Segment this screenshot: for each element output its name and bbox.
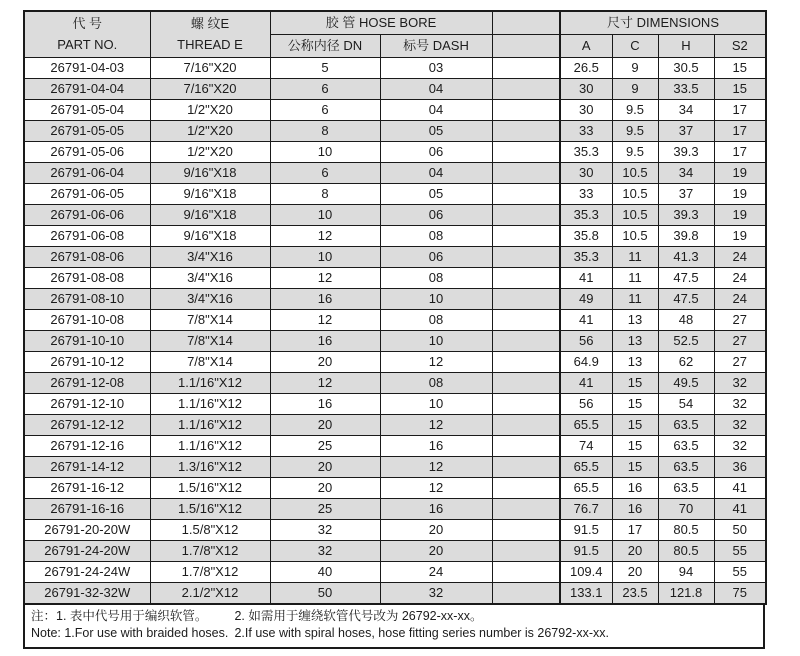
dash-cell: 32 <box>380 583 492 605</box>
spacer-header-top <box>492 11 560 35</box>
dim-c-cell: 9.5 <box>612 121 658 142</box>
spacer-cell <box>492 478 560 499</box>
table-row <box>24 163 766 184</box>
dim-s2-cell: 32 <box>714 394 766 415</box>
spacer-cell <box>492 436 560 457</box>
dim-a-cell: 91.5 <box>560 520 612 541</box>
spacer-cell <box>492 226 560 247</box>
dash-cell: 08 <box>380 226 492 247</box>
dn-cell: 32 <box>270 520 380 541</box>
spacer-cell <box>492 331 560 352</box>
table-row <box>24 58 766 79</box>
dn-cell: 8 <box>270 184 380 205</box>
thread-cell: 7/16"X20 <box>150 79 270 100</box>
dim-c-cell: 9.5 <box>612 100 658 121</box>
dim-a-cell: 56 <box>560 331 612 352</box>
spacer-cell <box>492 562 560 583</box>
dim-c-cell: 17 <box>612 520 658 541</box>
dn-cell: 25 <box>270 436 380 457</box>
dim-c-cell: 10.5 <box>612 184 658 205</box>
dim-s2-cell: 24 <box>714 247 766 268</box>
dim-s2-cell: 41 <box>714 499 766 520</box>
dim-s2-cell: 27 <box>714 331 766 352</box>
dim-h-cell: 49.5 <box>658 373 714 394</box>
dim-h-cell: 39.3 <box>658 142 714 163</box>
dim-c-cell: 10.5 <box>612 163 658 184</box>
spacer-cell <box>492 100 560 121</box>
dn-cell: 6 <box>270 79 380 100</box>
spacer-cell <box>492 58 560 79</box>
dash-cell: 20 <box>380 520 492 541</box>
dim-s2-cell: 19 <box>714 184 766 205</box>
dash-cell: 12 <box>380 415 492 436</box>
dim-h-cell: 37 <box>658 184 714 205</box>
thread-header-en: THREAD E <box>177 36 243 52</box>
dim-c-cell: 11 <box>612 289 658 310</box>
dash-cell: 03 <box>380 58 492 79</box>
spacer-cell <box>492 268 560 289</box>
table-row <box>24 79 766 100</box>
dim-c-cell: 20 <box>612 562 658 583</box>
dash-cell: 12 <box>380 457 492 478</box>
part-no-cell: 26791-10-08 <box>24 310 150 331</box>
table-row <box>24 184 766 205</box>
dn-cell: 10 <box>270 205 380 226</box>
dn-cell: 16 <box>270 289 380 310</box>
thread-header-zh: 螺 纹E <box>190 16 230 32</box>
table-header <box>24 11 766 58</box>
dim-s2-cell: 15 <box>714 58 766 79</box>
dn-cell: 12 <box>270 310 380 331</box>
dim-h-cell: 39.3 <box>658 205 714 226</box>
part-no-cell: 26791-05-04 <box>24 100 150 121</box>
table-row <box>24 247 766 268</box>
dim-h-cell: 39.8 <box>658 226 714 247</box>
dash-cell: 12 <box>380 352 492 373</box>
dim-s2-cell: 55 <box>714 541 766 562</box>
dim-s2-cell: 15 <box>714 79 766 100</box>
thread-cell: 1/2"X20 <box>150 100 270 121</box>
thread-cell: 7/8"X14 <box>150 310 270 331</box>
thread-cell: 1/2"X20 <box>150 121 270 142</box>
part-no-cell: 26791-04-03 <box>24 58 150 79</box>
dim-s2-cell: 32 <box>714 373 766 394</box>
dn-cell: 6 <box>270 163 380 184</box>
header-row-1 <box>24 11 766 35</box>
dash-header: 标号 DASH <box>380 35 492 58</box>
part-no-cell: 26791-10-12 <box>24 352 150 373</box>
table-row <box>24 226 766 247</box>
part-no-cell: 26791-05-06 <box>24 142 150 163</box>
dn-cell: 10 <box>270 247 380 268</box>
part-no-cell: 26791-12-10 <box>24 394 150 415</box>
dim-a-cell: 35.3 <box>560 247 612 268</box>
dash-cell: 08 <box>380 268 492 289</box>
dim-h-cell: 48 <box>658 310 714 331</box>
footnote-en-1: Note: 1.For use with braided hoses. <box>31 626 229 640</box>
dim-c-cell: 15 <box>612 436 658 457</box>
dash-cell: 16 <box>380 499 492 520</box>
thread-cell: 1.1/16"X12 <box>150 415 270 436</box>
dim-s2-cell: 27 <box>714 352 766 373</box>
table-row <box>24 268 766 289</box>
dim-h-cell: 63.5 <box>658 457 714 478</box>
dn-cell: 5 <box>270 58 380 79</box>
table-row <box>24 205 766 226</box>
dim-a-cell: 65.5 <box>560 478 612 499</box>
table-row <box>24 394 766 415</box>
table-row <box>24 520 766 541</box>
dim-s2-cell: 19 <box>714 226 766 247</box>
thread-cell: 1.5/8"X12 <box>150 520 270 541</box>
table-row <box>24 310 766 331</box>
dim-h-cell: 33.5 <box>658 79 714 100</box>
thread-cell: 3/4"X16 <box>150 268 270 289</box>
dim-a-cell: 41 <box>560 310 612 331</box>
table-row <box>24 373 766 394</box>
dim-c-cell: 13 <box>612 310 658 331</box>
table-row <box>24 457 766 478</box>
dn-cell: 16 <box>270 394 380 415</box>
spacer-cell <box>492 121 560 142</box>
dash-cell: 20 <box>380 541 492 562</box>
dim-h-cell: 63.5 <box>658 415 714 436</box>
dim-c-cell: 15 <box>612 457 658 478</box>
dim-h-cell: 62 <box>658 352 714 373</box>
footnote-en-2: 2.If use with spiral hoses, hose fitting series number is 26792-xx-xx. <box>234 626 609 640</box>
dim-s2-cell: 75 <box>714 583 766 605</box>
dim-h-header: H <box>658 35 714 58</box>
dim-h-cell: 47.5 <box>658 289 714 310</box>
dim-c-cell: 10.5 <box>612 226 658 247</box>
table-row <box>24 436 766 457</box>
dash-cell: 04 <box>380 163 492 184</box>
dim-c-cell: 11 <box>612 268 658 289</box>
dim-a-cell: 76.7 <box>560 499 612 520</box>
dim-a-cell: 41 <box>560 373 612 394</box>
thread-cell: 9/16"X18 <box>150 184 270 205</box>
spacer-cell <box>492 457 560 478</box>
dim-h-cell: 80.5 <box>658 541 714 562</box>
thread-cell: 7/16"X20 <box>150 58 270 79</box>
thread-cell: 1.7/8"X12 <box>150 541 270 562</box>
part-no-cell: 26791-10-10 <box>24 331 150 352</box>
dash-cell: 05 <box>380 184 492 205</box>
thread-header <box>150 11 270 58</box>
spacer-cell <box>492 163 560 184</box>
spacer-cell <box>492 289 560 310</box>
table-row <box>24 121 766 142</box>
dn-cell: 16 <box>270 331 380 352</box>
dash-cell: 06 <box>380 247 492 268</box>
part-no-cell: 26791-16-16 <box>24 499 150 520</box>
dash-cell: 08 <box>380 373 492 394</box>
part-no-cell: 26791-06-05 <box>24 184 150 205</box>
dim-s2-cell: 55 <box>714 562 766 583</box>
thread-cell: 3/4"X16 <box>150 247 270 268</box>
table-row <box>24 331 766 352</box>
dim-c-cell: 9.5 <box>612 142 658 163</box>
dim-s2-cell: 36 <box>714 457 766 478</box>
dn-cell: 25 <box>270 499 380 520</box>
dim-c-header: C <box>612 35 658 58</box>
thread-cell: 1.7/8"X12 <box>150 562 270 583</box>
thread-cell: 7/8"X14 <box>150 352 270 373</box>
dim-c-cell: 11 <box>612 247 658 268</box>
hose-bore-group-header: 胶 管 HOSE BORE <box>270 11 492 35</box>
part-no-cell: 26791-12-08 <box>24 373 150 394</box>
table-body <box>24 58 766 605</box>
thread-cell: 3/4"X16 <box>150 289 270 310</box>
dim-h-cell: 54 <box>658 394 714 415</box>
dim-c-cell: 23.5 <box>612 583 658 605</box>
dim-a-cell: 26.5 <box>560 58 612 79</box>
part-no-cell: 26791-32-32W <box>24 583 150 605</box>
dim-h-cell: 37 <box>658 121 714 142</box>
dash-cell: 10 <box>380 289 492 310</box>
dim-a-cell: 74 <box>560 436 612 457</box>
part-no-cell: 26791-20-20W <box>24 520 150 541</box>
dash-cell: 10 <box>380 394 492 415</box>
dim-a-cell: 64.9 <box>560 352 612 373</box>
spacer-header-bottom <box>492 35 560 58</box>
dim-a-cell: 35.3 <box>560 205 612 226</box>
dim-s2-cell: 24 <box>714 268 766 289</box>
dash-cell: 16 <box>380 436 492 457</box>
spacer-cell <box>492 520 560 541</box>
dim-c-cell: 9 <box>612 79 658 100</box>
dim-a-cell: 49 <box>560 289 612 310</box>
dim-a-cell: 35.8 <box>560 226 612 247</box>
dn-cell: 20 <box>270 478 380 499</box>
footnote-zh-1: 注：1. 表中代号用于编织软管。 <box>31 609 208 623</box>
spacer-cell <box>492 541 560 562</box>
dim-a-cell: 33 <box>560 121 612 142</box>
dim-h-cell: 34 <box>658 100 714 121</box>
dim-s2-cell: 41 <box>714 478 766 499</box>
dim-h-cell: 52.5 <box>658 331 714 352</box>
thread-cell: 1.5/16"X12 <box>150 478 270 499</box>
dash-cell: 06 <box>380 142 492 163</box>
footnotes <box>23 605 765 649</box>
dim-a-cell: 33 <box>560 184 612 205</box>
spacer-cell <box>492 394 560 415</box>
dim-s2-cell: 24 <box>714 289 766 310</box>
spacer-cell <box>492 583 560 605</box>
thread-cell: 1.1/16"X12 <box>150 436 270 457</box>
dim-c-cell: 15 <box>612 415 658 436</box>
dim-c-cell: 15 <box>612 373 658 394</box>
spacer-cell <box>492 184 560 205</box>
part-no-cell: 26791-06-08 <box>24 226 150 247</box>
dim-a-cell: 30 <box>560 79 612 100</box>
part-no-header <box>24 11 150 58</box>
dim-c-cell: 16 <box>612 499 658 520</box>
table-row <box>24 289 766 310</box>
table-row <box>24 541 766 562</box>
dash-cell: 05 <box>380 121 492 142</box>
part-no-cell: 26791-24-20W <box>24 541 150 562</box>
dim-s2-cell: 17 <box>714 121 766 142</box>
table-row <box>24 562 766 583</box>
thread-cell: 2.1/2"X12 <box>150 583 270 605</box>
dim-h-cell: 121.8 <box>658 583 714 605</box>
dim-a-cell: 91.5 <box>560 541 612 562</box>
part-no-cell: 26791-12-12 <box>24 415 150 436</box>
dim-s2-cell: 17 <box>714 142 766 163</box>
spacer-cell <box>492 79 560 100</box>
spec-table-wrap <box>23 10 765 649</box>
part-no-header-zh: 代 号 <box>72 16 103 32</box>
part-no-cell: 26791-05-05 <box>24 121 150 142</box>
footnote-zh <box>31 608 757 625</box>
dim-s2-cell: 19 <box>714 163 766 184</box>
dim-s2-header: S2 <box>714 35 766 58</box>
table-row <box>24 583 766 605</box>
part-no-cell: 26791-12-16 <box>24 436 150 457</box>
dim-a-cell: 133.1 <box>560 583 612 605</box>
dim-a-header: A <box>560 35 612 58</box>
thread-cell: 7/8"X14 <box>150 331 270 352</box>
dim-h-cell: 80.5 <box>658 520 714 541</box>
thread-cell: 1.1/16"X12 <box>150 373 270 394</box>
thread-cell: 1.5/16"X12 <box>150 499 270 520</box>
dim-h-cell: 70 <box>658 499 714 520</box>
dash-cell: 12 <box>380 478 492 499</box>
spacer-cell <box>492 310 560 331</box>
dim-h-cell: 63.5 <box>658 478 714 499</box>
dash-cell: 04 <box>380 79 492 100</box>
dimensions-group-header: 尺寸 DIMENSIONS <box>560 11 766 35</box>
dim-a-cell: 65.5 <box>560 415 612 436</box>
thread-cell: 1/2"X20 <box>150 142 270 163</box>
dn-cell: 40 <box>270 562 380 583</box>
dn-cell: 20 <box>270 457 380 478</box>
spacer-cell <box>492 499 560 520</box>
thread-cell: 1.3/16"X12 <box>150 457 270 478</box>
dim-s2-cell: 27 <box>714 310 766 331</box>
dash-cell: 24 <box>380 562 492 583</box>
dn-cell: 32 <box>270 541 380 562</box>
dim-c-cell: 10.5 <box>612 205 658 226</box>
dn-cell: 10 <box>270 142 380 163</box>
dim-a-cell: 35.3 <box>560 142 612 163</box>
thread-cell: 9/16"X18 <box>150 226 270 247</box>
dim-a-cell: 30 <box>560 100 612 121</box>
part-no-cell: 26791-08-08 <box>24 268 150 289</box>
dn-cell: 12 <box>270 268 380 289</box>
dn-cell: 8 <box>270 121 380 142</box>
dim-c-cell: 16 <box>612 478 658 499</box>
table-row <box>24 142 766 163</box>
dim-a-cell: 41 <box>560 268 612 289</box>
dim-c-cell: 13 <box>612 331 658 352</box>
dim-c-cell: 13 <box>612 352 658 373</box>
table-row <box>24 352 766 373</box>
footnote-zh-2: 2. 如需用于缠绕软管代号改为 26792-xx-xx。 <box>234 609 483 623</box>
dim-s2-cell: 50 <box>714 520 766 541</box>
part-no-cell: 26791-06-04 <box>24 163 150 184</box>
dim-h-cell: 30.5 <box>658 58 714 79</box>
dim-c-cell: 20 <box>612 541 658 562</box>
dim-s2-cell: 19 <box>714 205 766 226</box>
thread-cell: 9/16"X18 <box>150 163 270 184</box>
dash-cell: 06 <box>380 205 492 226</box>
footnote-en <box>31 625 757 642</box>
part-no-cell: 26791-16-12 <box>24 478 150 499</box>
dim-a-cell: 30 <box>560 163 612 184</box>
table-row <box>24 415 766 436</box>
dash-cell: 10 <box>380 331 492 352</box>
dim-a-cell: 56 <box>560 394 612 415</box>
dim-c-cell: 15 <box>612 394 658 415</box>
dn-cell: 20 <box>270 415 380 436</box>
part-no-cell: 26791-06-06 <box>24 205 150 226</box>
spacer-cell <box>492 205 560 226</box>
part-no-cell: 26791-14-12 <box>24 457 150 478</box>
hose-fitting-spec-table <box>23 10 767 605</box>
spacer-cell <box>492 142 560 163</box>
table-row <box>24 478 766 499</box>
dim-h-cell: 63.5 <box>658 436 714 457</box>
dn-cell: 20 <box>270 352 380 373</box>
dim-h-cell: 41.3 <box>658 247 714 268</box>
dim-s2-cell: 17 <box>714 100 766 121</box>
dim-a-cell: 65.5 <box>560 457 612 478</box>
table-row <box>24 100 766 121</box>
spacer-cell <box>492 415 560 436</box>
spacer-cell <box>492 352 560 373</box>
dn-cell: 12 <box>270 373 380 394</box>
part-no-cell: 26791-08-06 <box>24 247 150 268</box>
spacer-cell <box>492 247 560 268</box>
part-no-cell: 26791-24-24W <box>24 562 150 583</box>
part-no-header-en: PART NO. <box>57 36 118 52</box>
thread-cell: 9/16"X18 <box>150 205 270 226</box>
part-no-cell: 26791-04-04 <box>24 79 150 100</box>
dim-h-cell: 47.5 <box>658 268 714 289</box>
dim-h-cell: 34 <box>658 163 714 184</box>
dim-h-cell: 94 <box>658 562 714 583</box>
dn-cell: 6 <box>270 100 380 121</box>
dim-s2-cell: 32 <box>714 436 766 457</box>
dn-header: 公称内径 DN <box>270 35 380 58</box>
dim-c-cell: 9 <box>612 58 658 79</box>
spacer-cell <box>492 373 560 394</box>
dn-cell: 12 <box>270 226 380 247</box>
thread-cell: 1.1/16"X12 <box>150 394 270 415</box>
dash-cell: 04 <box>380 100 492 121</box>
dim-a-cell: 109.4 <box>560 562 612 583</box>
part-no-cell: 26791-08-10 <box>24 289 150 310</box>
dim-s2-cell: 32 <box>714 415 766 436</box>
dash-cell: 08 <box>380 310 492 331</box>
dn-cell: 50 <box>270 583 380 605</box>
table-row <box>24 499 766 520</box>
